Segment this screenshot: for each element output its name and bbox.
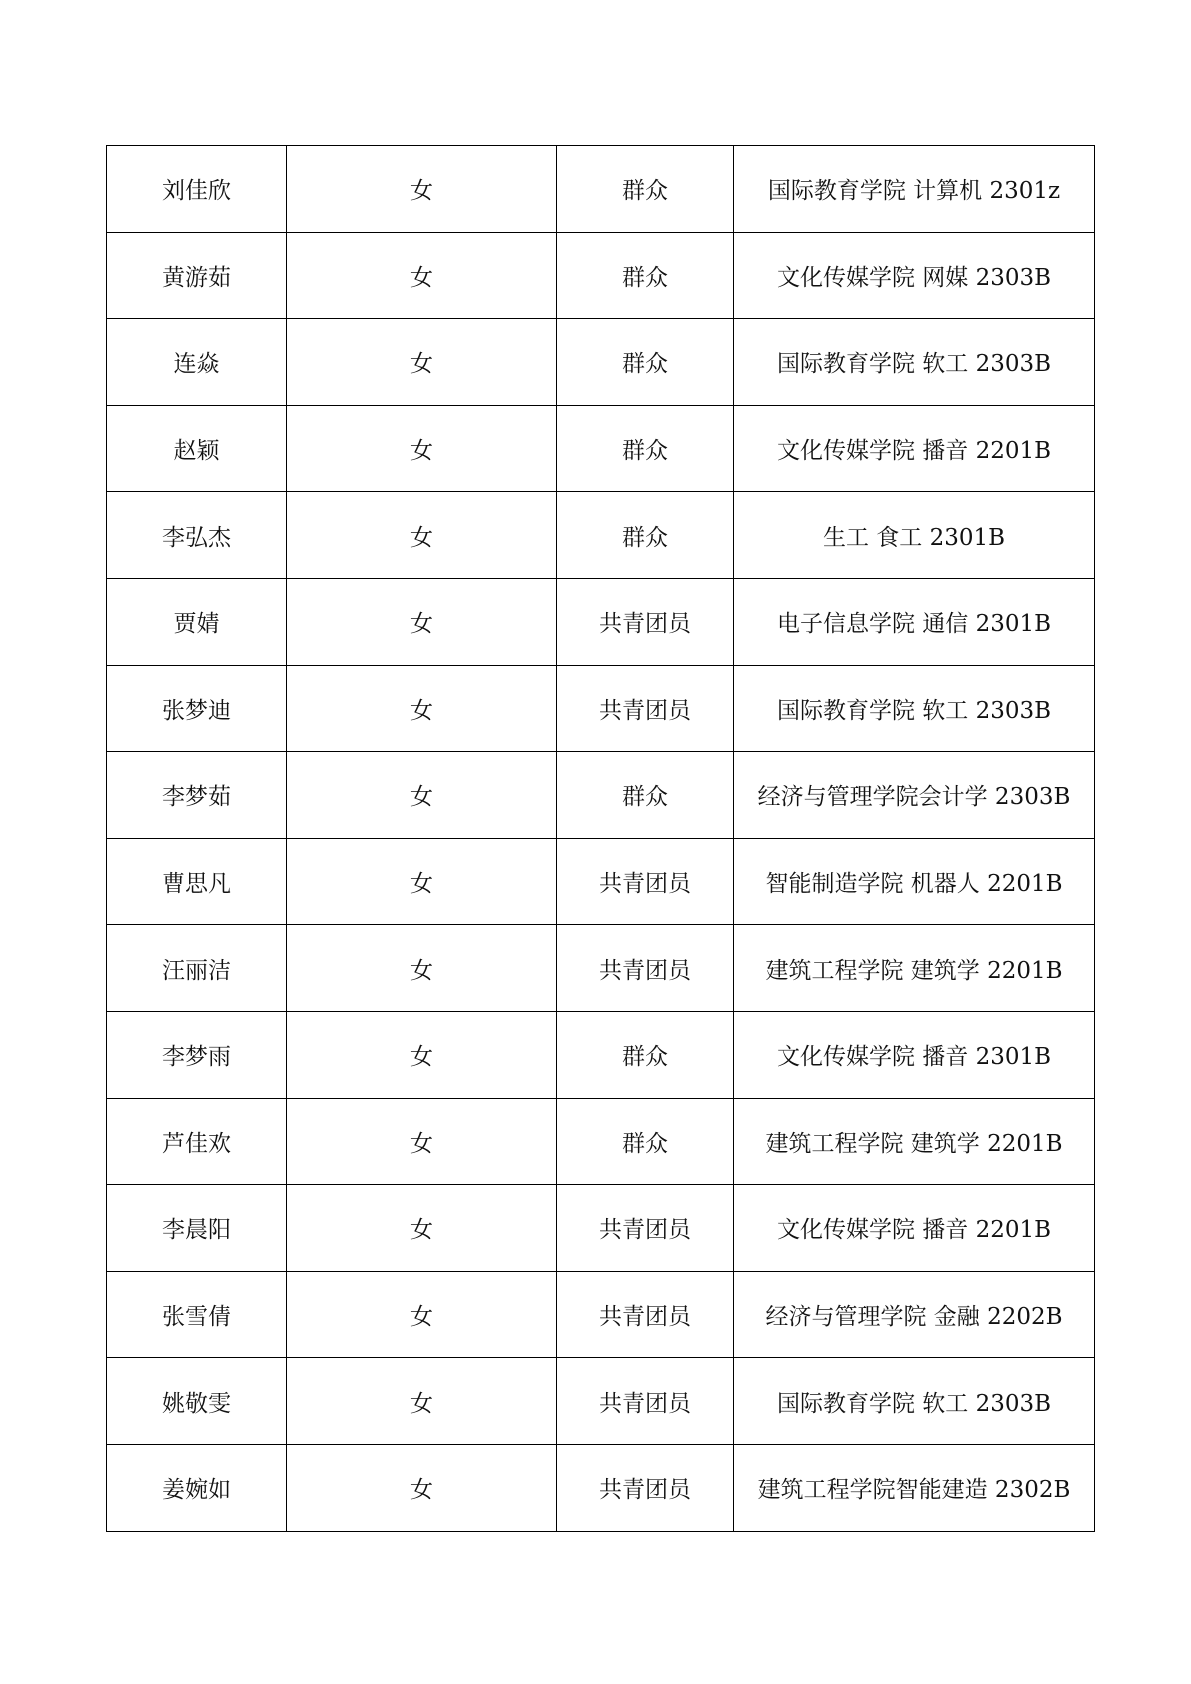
table-row — [107, 492, 1095, 579]
gender-cell: 女 — [287, 146, 557, 233]
gender-cell: 女 — [287, 578, 557, 665]
gender-cell: 女 — [287, 1098, 557, 1185]
political-status-cell: 共青团员 — [557, 1358, 734, 1445]
gender-cell: 女 — [287, 319, 557, 406]
table-row — [107, 925, 1095, 1012]
table-row — [107, 1098, 1095, 1185]
gender-cell: 女 — [287, 665, 557, 752]
name-cell: 芦佳欢 — [107, 1098, 287, 1185]
political-status-cell: 共青团员 — [557, 1444, 734, 1531]
gender-cell: 女 — [287, 1444, 557, 1531]
college-class-cell: 文化传媒学院 播音 2201B — [734, 405, 1095, 492]
college-class-cell: 国际教育学院 软工 2303B — [734, 1358, 1095, 1445]
name-cell: 李梦茹 — [107, 752, 287, 839]
political-status-cell: 群众 — [557, 1098, 734, 1185]
gender-cell: 女 — [287, 1185, 557, 1272]
table-row — [107, 1185, 1095, 1272]
college-class-cell: 智能制造学院 机器人 2201B — [734, 838, 1095, 925]
table-row — [107, 405, 1095, 492]
roster-body — [107, 146, 1095, 1532]
table-row — [107, 838, 1095, 925]
political-status-cell: 共青团员 — [557, 1271, 734, 1358]
political-status-cell: 群众 — [557, 752, 734, 839]
name-cell: 张梦迪 — [107, 665, 287, 752]
table-row — [107, 319, 1095, 406]
table-row — [107, 1358, 1095, 1445]
political-status-cell: 群众 — [557, 1011, 734, 1098]
table-row — [107, 1271, 1095, 1358]
gender-cell: 女 — [287, 492, 557, 579]
gender-cell: 女 — [287, 1358, 557, 1445]
table-row — [107, 752, 1095, 839]
gender-cell: 女 — [287, 838, 557, 925]
gender-cell: 女 — [287, 1011, 557, 1098]
college-class-cell: 电子信息学院 通信 2301B — [734, 578, 1095, 665]
college-class-cell: 建筑工程学院 建筑学 2201B — [734, 1098, 1095, 1185]
name-cell: 刘佳欣 — [107, 146, 287, 233]
name-cell: 汪丽洁 — [107, 925, 287, 1012]
political-status-cell: 群众 — [557, 232, 734, 319]
gender-cell: 女 — [287, 232, 557, 319]
gender-cell: 女 — [287, 925, 557, 1012]
political-status-cell: 群众 — [557, 405, 734, 492]
table-row — [107, 146, 1095, 233]
table-row — [107, 578, 1095, 665]
name-cell: 张雪倩 — [107, 1271, 287, 1358]
college-class-cell: 建筑工程学院 建筑学 2201B — [734, 925, 1095, 1012]
table-row — [107, 665, 1095, 752]
college-class-cell: 国际教育学院 计算机 2301z — [734, 146, 1095, 233]
name-cell: 李弘杰 — [107, 492, 287, 579]
gender-cell: 女 — [287, 405, 557, 492]
gender-cell: 女 — [287, 752, 557, 839]
student-roster-table — [106, 145, 1095, 1532]
table-row — [107, 1444, 1095, 1531]
name-cell: 连焱 — [107, 319, 287, 406]
name-cell: 赵颖 — [107, 405, 287, 492]
name-cell: 曹思凡 — [107, 838, 287, 925]
college-class-cell: 文化传媒学院 播音 2201B — [734, 1185, 1095, 1272]
name-cell: 李晨阳 — [107, 1185, 287, 1272]
table-row — [107, 232, 1095, 319]
name-cell: 姜婉如 — [107, 1444, 287, 1531]
college-class-cell: 经济与管理学院 金融 2202B — [734, 1271, 1095, 1358]
college-class-cell: 文化传媒学院 网媒 2303B — [734, 232, 1095, 319]
college-class-cell: 国际教育学院 软工 2303B — [734, 319, 1095, 406]
gender-cell: 女 — [287, 1271, 557, 1358]
table-row — [107, 1011, 1095, 1098]
name-cell: 李梦雨 — [107, 1011, 287, 1098]
political-status-cell: 共青团员 — [557, 665, 734, 752]
college-class-cell: 经济与管理学院会计学 2303B — [734, 752, 1095, 839]
political-status-cell: 共青团员 — [557, 925, 734, 1012]
political-status-cell: 群众 — [557, 492, 734, 579]
political-status-cell: 群众 — [557, 319, 734, 406]
political-status-cell: 共青团员 — [557, 1185, 734, 1272]
name-cell: 姚敬雯 — [107, 1358, 287, 1445]
college-class-cell: 建筑工程学院智能建造 2302B — [734, 1444, 1095, 1531]
political-status-cell: 共青团员 — [557, 578, 734, 665]
college-class-cell: 国际教育学院 软工 2303B — [734, 665, 1095, 752]
college-class-cell: 生工 食工 2301B — [734, 492, 1095, 579]
political-status-cell: 共青团员 — [557, 838, 734, 925]
name-cell: 贾婧 — [107, 578, 287, 665]
political-status-cell: 群众 — [557, 146, 734, 233]
name-cell: 黄游茹 — [107, 232, 287, 319]
college-class-cell: 文化传媒学院 播音 2301B — [734, 1011, 1095, 1098]
